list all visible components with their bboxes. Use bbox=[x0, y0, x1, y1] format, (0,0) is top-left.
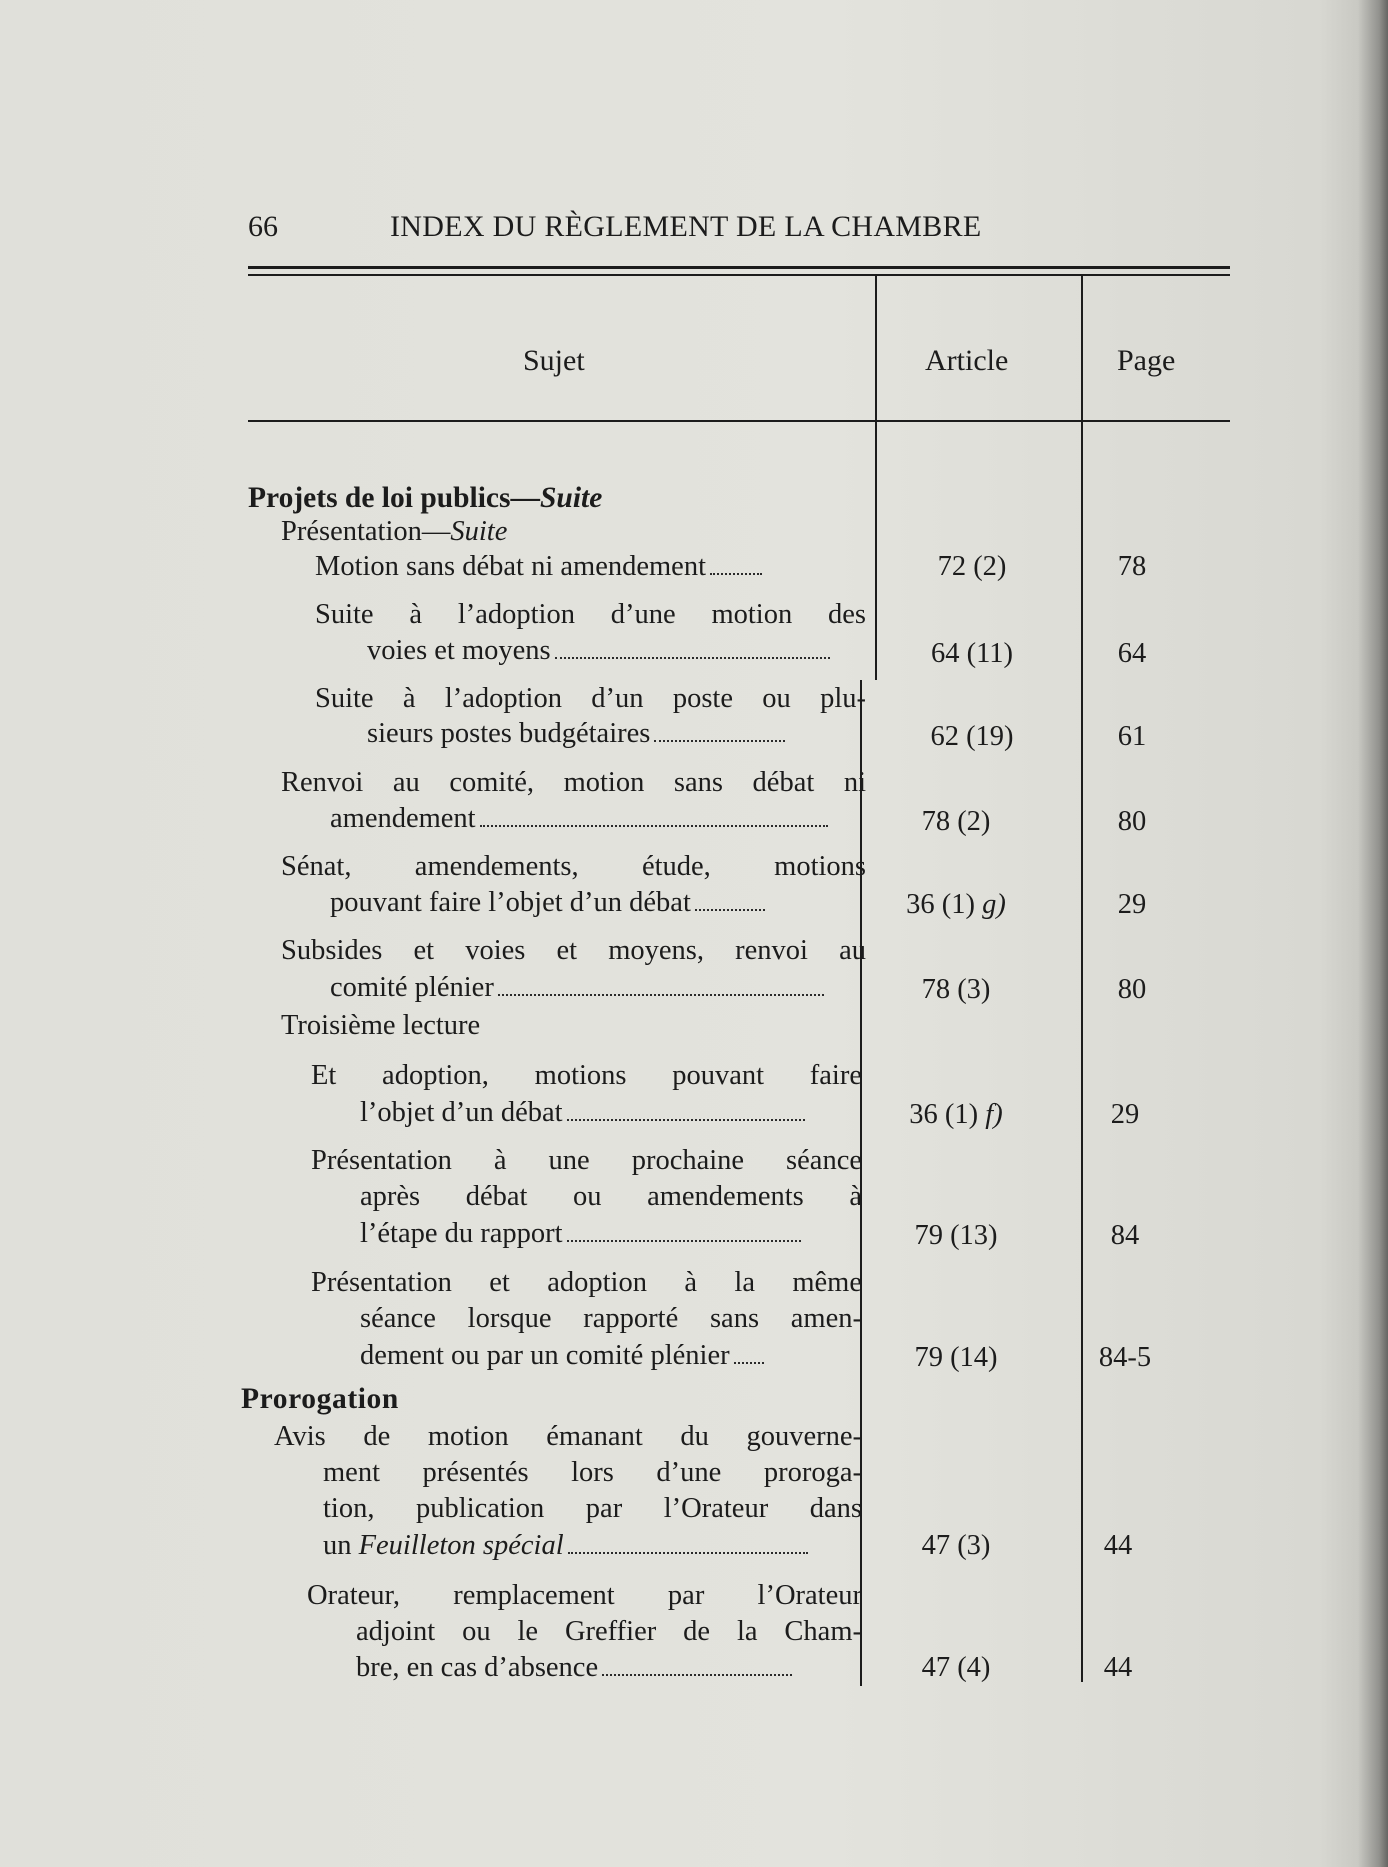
entry-text: sieurs postes budgétaires bbox=[367, 718, 651, 749]
page-ref: 80 bbox=[1117, 974, 1147, 1005]
article-ref: 64 (11) bbox=[930, 638, 1014, 669]
article-ref bbox=[856, 891, 1056, 920]
entry-line bbox=[315, 553, 762, 582]
subheading-presentation bbox=[281, 518, 507, 547]
page-ref: 29 bbox=[1110, 1099, 1140, 1130]
entry-text: l’objet d’un débat bbox=[360, 1097, 563, 1128]
entry-line: Et adoption, motions pouvant faire bbox=[311, 1060, 862, 1091]
subheading-suite: Suite bbox=[450, 516, 508, 547]
page-ref: 29 bbox=[1117, 889, 1147, 920]
column-header-page: Page bbox=[1117, 344, 1176, 377]
leader-dots bbox=[602, 1668, 792, 1676]
entry-line bbox=[330, 974, 824, 1003]
article-ref: 47 (4) bbox=[921, 1652, 991, 1683]
page-ref: 84 bbox=[1110, 1220, 1140, 1251]
leader-dots bbox=[710, 567, 762, 575]
header-rule-top bbox=[248, 266, 1230, 269]
entry-line bbox=[360, 1099, 805, 1128]
article-ref: 62 (19) bbox=[930, 721, 1014, 752]
article-ref: 72 (2) bbox=[937, 551, 1007, 582]
subheading-troisieme-lecture: Troisième lecture bbox=[281, 1010, 481, 1041]
page-ref: 84-5 bbox=[1098, 1342, 1152, 1373]
entry-heading-projets bbox=[248, 484, 602, 514]
entry-text: Motion sans débat ni amendement bbox=[315, 551, 706, 582]
article-ref: 47 (3) bbox=[921, 1530, 991, 1561]
leader-dots bbox=[480, 819, 828, 827]
entry-text-italic: Feuilleton spécial bbox=[358, 1530, 564, 1561]
article-ref: 79 (14) bbox=[914, 1342, 998, 1373]
heading-suite: Suite bbox=[540, 482, 603, 514]
page-ref: 64 bbox=[1117, 638, 1147, 669]
entry-line: tion, publication par l’Orateur dans bbox=[323, 1493, 862, 1524]
page-ref: 61 bbox=[1117, 721, 1147, 752]
entry-line: Suite à l’adoption d’une motion des bbox=[315, 599, 866, 630]
entry-text: l’étape du rapport bbox=[360, 1218, 563, 1249]
entry-line: Renvoi au comité, motion sans débat ni bbox=[281, 767, 866, 798]
leader-dots bbox=[654, 734, 785, 742]
article-ref: 78 (2) bbox=[921, 806, 991, 837]
entry-text: un bbox=[323, 1530, 359, 1561]
entry-text: amendement bbox=[330, 803, 476, 834]
entry-line bbox=[330, 889, 765, 918]
leader-dots bbox=[555, 651, 830, 659]
entry-line: adjoint ou le Greffier de la Cham- bbox=[356, 1616, 862, 1647]
entry-line: Orateur, remplacement par l’Orateur bbox=[307, 1580, 862, 1611]
running-title: INDEX DU RÈGLEMENT DE LA CHAMBRE bbox=[390, 210, 982, 243]
entry-line bbox=[360, 1342, 764, 1371]
article-ref: 78 (3) bbox=[921, 974, 991, 1005]
leader-dots bbox=[567, 1113, 805, 1121]
article-ref: 79 (13) bbox=[914, 1220, 998, 1251]
entry-text: pouvant faire l’objet d’un débat bbox=[330, 887, 691, 918]
article-number: 36 (1) bbox=[906, 889, 983, 920]
page-ref: 44 bbox=[1103, 1652, 1133, 1683]
article-ref bbox=[856, 1101, 1056, 1130]
subheading-text: Présentation— bbox=[281, 516, 451, 547]
page-edge-shadow bbox=[1358, 0, 1388, 1867]
entry-heading-prorogation: Prorogation bbox=[241, 1383, 399, 1415]
leader-dots bbox=[568, 1546, 808, 1554]
entry-line: Présentation à une prochaine séance bbox=[311, 1145, 862, 1176]
entry-text: voies et moyens bbox=[367, 635, 551, 666]
entry-text: comité plénier bbox=[330, 972, 494, 1003]
entry-text: bre, en cas d’absence bbox=[356, 1652, 599, 1683]
leader-dots bbox=[498, 988, 824, 996]
entry-line bbox=[367, 720, 785, 749]
entry-line: ment présentés lors d’une proroga- bbox=[323, 1457, 862, 1488]
entry-line: séance lorsque rapporté sans amen- bbox=[360, 1303, 862, 1334]
page-ref: 80 bbox=[1117, 806, 1147, 837]
page-number: 66 bbox=[248, 210, 278, 243]
leader-dots bbox=[567, 1234, 801, 1242]
column-divider-article bbox=[875, 276, 877, 680]
entry-line: Suite à l’adoption d’un poste ou plu- bbox=[315, 683, 866, 714]
leader-dots bbox=[734, 1356, 764, 1364]
page-ref: 78 bbox=[1117, 551, 1147, 582]
entry-line bbox=[360, 1220, 801, 1249]
leader-dots bbox=[695, 903, 765, 911]
entry-line: après débat ou amendements à bbox=[360, 1181, 862, 1212]
article-number: 36 (1) bbox=[909, 1099, 986, 1130]
page-ref: 44 bbox=[1103, 1530, 1133, 1561]
entry-text: dement ou par un comité plénier bbox=[360, 1340, 730, 1371]
column-header-subject: Sujet bbox=[523, 344, 585, 377]
entry-line: Avis de motion émanant du gouverne- bbox=[274, 1421, 862, 1452]
entry-line bbox=[367, 637, 830, 666]
column-header-article: Article bbox=[925, 344, 1009, 377]
article-letter: g) bbox=[982, 889, 1006, 920]
article-letter: f) bbox=[985, 1099, 1003, 1130]
entry-line: Présentation et adoption à la même bbox=[311, 1267, 862, 1298]
entry-line bbox=[323, 1532, 808, 1561]
entry-line bbox=[356, 1654, 792, 1683]
entry-line: Subsides et voies et moyens, renvoi au bbox=[281, 935, 866, 966]
entry-line: Sénat, amendements, étude, motions bbox=[281, 851, 866, 882]
entry-line bbox=[330, 805, 828, 834]
heading-text: Projets de loi publics— bbox=[248, 482, 541, 514]
